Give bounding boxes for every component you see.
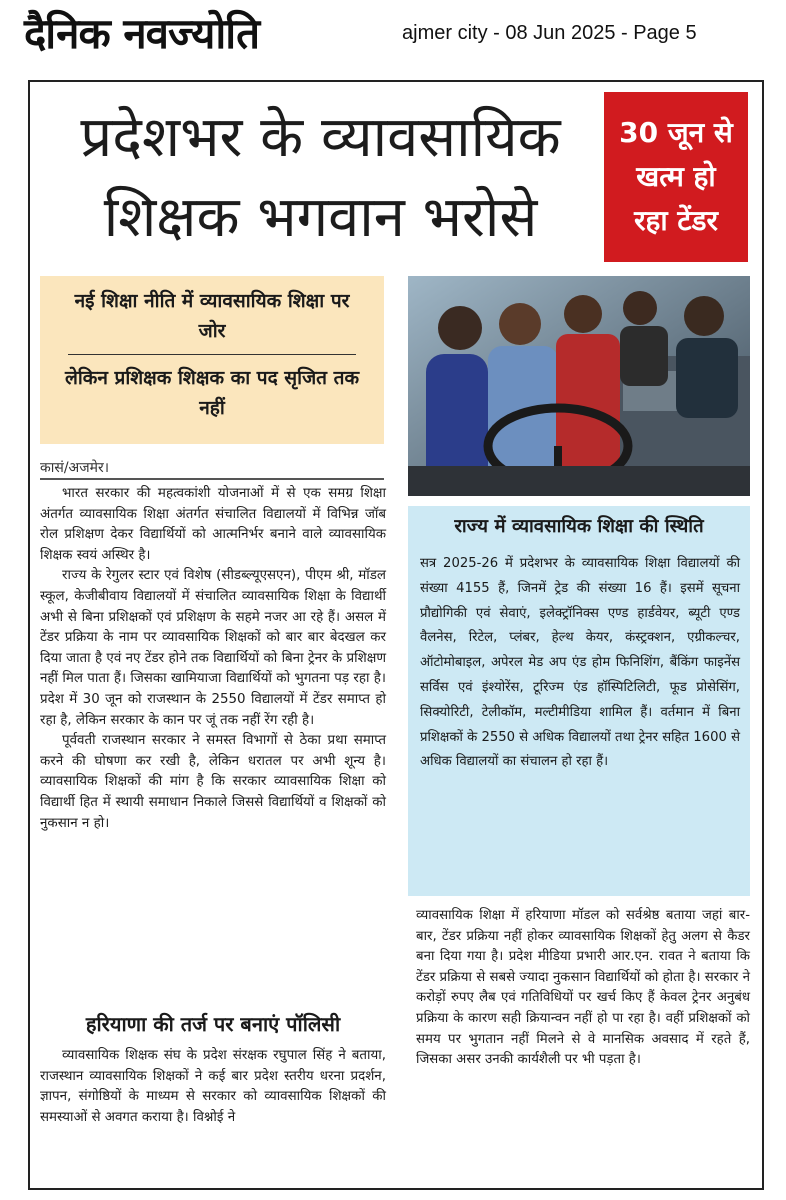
headline-line-1: प्रदेशभर के व्यावसायिक [80,105,561,170]
article-photo [408,276,750,496]
sub-headline-2: लेकिन प्रशिक्षक शिक्षक का पद सृजित तक नहीं [64,367,360,419]
highlight-line-1: 30 जून से [619,116,733,149]
highlight-box [604,92,748,262]
sidebar-body: सत्र 2025-26 में प्रदेशभर के व्यावसायिक शिक्षा विद्यालयों की संख्या 4155 हैं, जिनमें ट्रेड की संख्या 16 हैं। इसमें सूचना प्रौद्योगिकी एवं सेवाएं, इलेक्ट्रॉनिक्स एण्ड हार्डवेयर, ब्यूटी एण्ड वैलनेस, रिटेल, प्लंबर, हेल्थ केयर, कंस्ट्रक्शन, एग्रीकल्चर, ऑटोमोबाइल, अपेरल मेड अप एंड होम फिनिशिंग, बैंकिंग फाइनेंस सर्विस एवं इंश्योरेंस, टूरिज्म एंड हॉस्पिटिलिटी, फूड प्रोसेसिंग, सिक्योरिटी, टेलीकॉम, मल्टीमीडिया शामिल हैं। वर्तमान में बिना प्रशिक्षकों के 2550 से अधिक विद्यालयों तथा ट्रेनर सहित 1600 से अधिक विद्यालयों का संचालन हो रहा हैं। [420,556,740,770]
article-body-left-continued [40,1046,386,1128]
classroom-photo-illustration [408,276,750,496]
article-body-left [40,484,386,834]
article-body-right [416,906,750,1071]
sub-headline-box [40,276,384,444]
body-paragraph-4: व्यावसायिक शिक्षक संघ के प्रदेश संरक्षक रघुपाल सिंह ने बताया, राजस्थान व्यावसायिक शिक्षकों ने कई बार प्रदेश स्तरीय धरना प्रदर्शन, ज्ञापन, संगोष्ठियों के माध्यम से सरकार को व्यावसायिक शिक्षकों की समस्याओं से अवगत कराया है। विश्नोई ने [40,1048,386,1125]
page-title [48,98,593,258]
section-subhead: हरियाणा की तर्ज पर बनाएं पॉलिसी [85,1012,341,1036]
body-paragraph-1: भारत सरकार की महत्वकांशी योजनाओं में से एक समग्र शिक्षा अंतर्गत व्यावसायिक शिक्षा अंतर्गत संचालित विद्यालयों में विभिन्न जॉब रोल प्रशिक्षण देकर विद्यार्थियों को आत्मनिर्भर बनाने वाले व्यावसायिक शिक्षक स्वयं अस्थिर है। [40,486,386,563]
body-paragraph-2: राज्य के रेगुलर स्टार एवं विशेष (सीडब्ल्यूएसएन), पीएम श्री, मॉडल स्कूल, केजीबीवाय विद्यालयों में संचालित व्यावसायिक शिक्षा के विद्यार्थी अभी से बिना प्रशिक्षकों एवं प्रशिक्षण के सहमे नजर आ रहे हैं। असल में टेंडर प्रक्रिया के नाम पर व्यावसायिक शिक्षकों को बार बार बेदखल कर दिया जाता है एवं नए टेंडर होने तक विद्यार्थियों को बिना ट्रेनर के प्रशिक्षण नहीं मिल पाता हैं। जिसका खामियाजा विद्यार्थियों को भुगतना पड़ रहा है। प्रदेश में 30 जून को राजस्थान के 2550 विद्यालयों में टेंडर समाप्त हो रहा है, लेकिन सरकार के कान पर जूं तक नहीं रेंग रही है। [40,568,386,728]
byline: कासं/अजमेर। [40,460,110,476]
highlight-line-3: रहा टेंडर [634,204,718,237]
body-paragraph-right: व्यावसायिक शिक्षा में हरियाणा मॉडल को सर्वश्रेष्ठ बताया जहां बार-बार, टेंडर प्रक्रिया नहीं होकर व्यावसायिक शिक्षकों हेतु अलग से कैडर बना दिया गया है। प्रदेश मीडिया प्रभारी आर.एन. रावत ने बताया कि टेंडर प्रक्रिया से सबसे ज्यादा नुकसान विद्यार्थियों को होता है। सरकार ने करोड़ों रुपए लैब एवं गतिविधियों पर खर्च किए हैं केवल ट्रेनर अनुबंध प्रक्रिया के कारण सही क्रियान्वन नहीं हो पा रहा है। वहीं प्रशिक्षकों को समय पर भुगतान नहीं मिलने से वे मानसिक अवसाद में रहते हैं, जिसका असर उनकी कार्यशैली पर भी पड़ता है। [416,908,750,1068]
newspaper-masthead: दैनिक नवज्योति [24,9,260,58]
headline-line-2: शिक्षक भगवान भरोसे [103,185,538,250]
edition-info: ajmer city - 08 Jun 2025 - Page 5 [402,22,697,44]
byline-divider [40,478,384,480]
highlight-line-2: खत्म हो [636,160,716,193]
info-sidebar [408,506,750,896]
sidebar-title: राज्य में व्यावसायिक शिक्षा की स्थिति [454,516,704,537]
body-paragraph-3: पूर्ववती राजस्थान सरकार ने समस्त विभागों से ठेका प्रथा समाप्त करने की घोषणा कर रखी है, लेकिन धरातल पर अभी शून्य है। व्यावसायिक शिक्षकों की मांग है कि सरकार व्यावसायिक शिक्षा को विद्यार्थी हित में स्थायी समाधान निकाले जिससे विद्यार्थियों व शिक्षकों को नुकसान न हो। [40,733,386,831]
sub-headline-divider [68,354,356,355]
sub-headline-1: नई शिक्षा नीति में व्यावसायिक शिक्षा पर जोर [74,290,350,342]
